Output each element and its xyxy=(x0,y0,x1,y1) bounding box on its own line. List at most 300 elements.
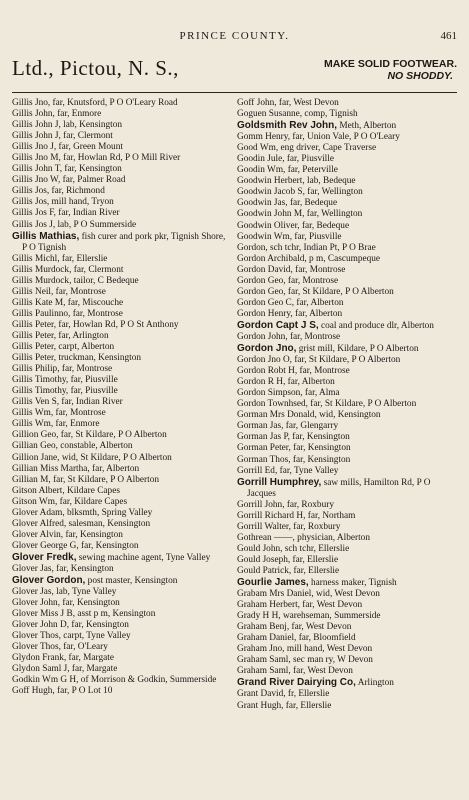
directory-entry xyxy=(12,631,232,642)
directory-entry xyxy=(12,675,232,686)
directory-entry xyxy=(237,677,457,689)
entry-details: far, Piusville xyxy=(284,154,334,165)
directory-entry xyxy=(12,386,232,397)
entry-details: far, O'Leary xyxy=(60,642,108,653)
entry-name: Goodwin Oliver, xyxy=(237,220,300,231)
entry-details: far, Piusville xyxy=(68,375,118,386)
entry-details: carpt, Alberton xyxy=(56,342,115,353)
entry-details: far, Green Mount xyxy=(56,142,123,153)
directory-entry xyxy=(237,377,457,388)
directory-entry xyxy=(12,486,232,497)
entry-name: Gordon Jno, xyxy=(237,343,297,355)
directory-entry xyxy=(237,511,457,522)
directory-entry xyxy=(237,120,457,132)
entry-details: far, Howlan Rd, P O Mill River xyxy=(60,153,181,164)
directory-entry xyxy=(237,243,457,254)
directory-entry xyxy=(12,164,232,175)
directory-entry xyxy=(237,577,457,589)
entry-name: Gorman Jas P, xyxy=(237,432,290,443)
entry-details: of Morrison & Godkin, Summerside xyxy=(78,675,217,686)
entry-name: Gillis Wm, xyxy=(12,419,54,430)
entry-details: far, Clermont xyxy=(60,131,113,142)
page-title: PRINCE COUNTY. xyxy=(179,30,290,42)
entry-name: Gorrill Humphrey, xyxy=(237,476,322,488)
entry-name: Glover Alfred, xyxy=(12,518,67,529)
entry-details: fish curer and pork pkr, Tignish Shore, P O Tignish xyxy=(22,231,226,253)
directory-entry xyxy=(237,132,457,143)
directory-entry xyxy=(237,320,457,332)
entry-name: Graham Saml, xyxy=(237,655,291,666)
directory-entry xyxy=(12,98,232,109)
entry-details: far, Montrose xyxy=(59,364,113,375)
directory-entry xyxy=(12,564,232,575)
entry-details: far, Richmond xyxy=(49,186,105,197)
directory-entry xyxy=(237,187,457,198)
directory-entry xyxy=(237,666,457,677)
directory-entry xyxy=(237,566,457,577)
directory-entry xyxy=(12,653,232,664)
header-rule xyxy=(12,92,457,93)
entry-name: Gillis Jos, xyxy=(12,197,50,208)
entry-details: sewing machine agent, Tyne Valley xyxy=(76,552,211,563)
entry-name: Gorman Thos, xyxy=(237,454,291,465)
directory-entry xyxy=(237,622,457,633)
banner-slogan xyxy=(324,58,457,82)
entry-details: far, Ellerslie xyxy=(291,565,340,576)
entry-details: warehseman, Summerside xyxy=(280,611,381,622)
entry-name: Gorrill Richard H, xyxy=(237,510,306,521)
directory-entry xyxy=(237,176,457,187)
entry-name: Glover George G, xyxy=(12,540,79,551)
directory-entry xyxy=(237,265,457,276)
entry-details: eng driver, Cape Traverse xyxy=(278,143,377,154)
entry-name: Gordon R H, xyxy=(237,377,286,388)
banner-slogan-line2: NO SHODDY. xyxy=(387,70,453,82)
entry-details: far, Bloomfield xyxy=(296,633,356,644)
entry-details: wid, West Devon xyxy=(313,589,380,600)
entry-name: Goff John, xyxy=(237,98,277,108)
directory-entry xyxy=(12,475,232,486)
entry-name: Glover Alvin, xyxy=(12,529,64,540)
entry-name: Glydon Frank, xyxy=(12,653,67,664)
entry-details: far, Indian River xyxy=(59,397,123,408)
directory-entry xyxy=(12,175,232,186)
entry-details: far, Margate xyxy=(66,653,114,664)
entry-details: far, Alma xyxy=(302,388,340,399)
directory-entry xyxy=(12,552,232,564)
entry-details: far, Northam xyxy=(305,510,356,521)
entry-name: Gillis Murdock, xyxy=(12,264,72,275)
entry-name: Glover Jas, xyxy=(12,587,54,598)
entry-details: far, Kensington xyxy=(289,432,350,443)
entry-details: lab, Tyne Valley xyxy=(53,587,117,598)
entry-name: Gillis Ven S, xyxy=(12,397,60,408)
directory-entry xyxy=(12,497,232,508)
entry-name: Grant David, xyxy=(237,689,286,700)
entry-name: Gillion Jane, xyxy=(12,452,60,463)
entry-details: far, Enmore xyxy=(54,109,102,120)
directory-entry xyxy=(12,587,232,598)
entry-name: Gordon Townhsed, xyxy=(237,399,308,410)
entry-name: Goldsmith Rev John, xyxy=(237,120,338,132)
entry-details: far, Palmer Road xyxy=(60,175,126,186)
banner-slogan-line1: MAKE SOLID FOOTWEAR. xyxy=(324,58,457,70)
directory-entry xyxy=(12,208,232,219)
directory-entry xyxy=(12,186,232,197)
directory-entry xyxy=(12,430,232,441)
banner-company-line: Ltd., Pictou, N. S., xyxy=(12,56,179,80)
directory-entry xyxy=(237,432,457,443)
entry-details: truckman, Kensington xyxy=(56,353,141,364)
entry-name: Gillis Peter, xyxy=(12,319,57,330)
entry-details: Arlington xyxy=(355,678,394,689)
directory-entry xyxy=(12,298,232,309)
entry-name: Gomm Henry, xyxy=(237,132,291,143)
entry-details: far, Bedeque xyxy=(287,198,338,209)
entry-name: Gould Joseph, xyxy=(237,554,291,565)
entry-details: saw mills, Hamilton Rd, P O Jacques xyxy=(247,477,431,499)
entry-details: blksmth, Spring Valley xyxy=(64,507,153,518)
directory-entry xyxy=(12,609,232,620)
entry-name: Goguen Susanne, xyxy=(237,109,303,120)
entry-name: Glover John, xyxy=(12,598,61,609)
directory-entry xyxy=(237,366,457,377)
directory-entry xyxy=(12,441,232,452)
entry-details: far, Miscouche xyxy=(65,297,124,308)
directory-entry xyxy=(12,309,232,320)
directory-entry xyxy=(12,254,232,265)
entry-name: Gothrean ——, xyxy=(237,532,295,543)
directory-entry xyxy=(237,533,457,544)
entry-details: post master, Kensington xyxy=(85,576,178,587)
directory-entry xyxy=(237,287,457,298)
entry-details: far, Piusville xyxy=(292,231,342,242)
entry-name: Glover John D, xyxy=(12,620,70,631)
entry-name: Gillian M, xyxy=(12,474,51,485)
directory-entry xyxy=(12,508,232,519)
entry-name: Gordon Geo C, xyxy=(237,297,295,308)
directory-entry xyxy=(237,477,457,500)
directory-entry xyxy=(12,131,232,142)
directory-entry xyxy=(12,575,232,587)
entry-name: Gillis Jno M, xyxy=(12,153,61,164)
entry-name: Gorrill Ed, xyxy=(237,465,278,476)
entry-details: far, Kensington xyxy=(60,598,120,609)
entry-name: Gordon David, xyxy=(237,264,293,275)
entry-name: Glover Jas, xyxy=(12,563,54,574)
entry-details: far, St Kildare, P O Alberton xyxy=(292,355,401,366)
entry-details: far, Howlan Rd, P O St Anthony xyxy=(56,319,179,330)
entry-details: lab, Kensington xyxy=(60,120,123,131)
entry-details: far, Montrose xyxy=(53,286,106,297)
directory-entry xyxy=(12,153,232,164)
entry-name: Gillian Miss Martha, xyxy=(12,463,90,474)
directory-entry xyxy=(12,519,232,530)
entry-name: Grant Hugh, xyxy=(237,700,284,711)
directory-columns xyxy=(12,98,457,798)
entry-details: fr, Ellerslie xyxy=(285,689,330,700)
entry-details: far, St Kildare, P O Alberton xyxy=(58,430,167,441)
entry-name: Gordon Archibald, xyxy=(237,253,307,264)
directory-entry xyxy=(237,455,457,466)
entry-details: far, Glengarry xyxy=(283,421,339,432)
entry-name: Gordon Geo, xyxy=(237,286,286,297)
entry-name: Gordon, xyxy=(237,242,268,253)
directory-entry xyxy=(237,399,457,410)
entry-details: far, Montrose xyxy=(285,275,339,286)
entry-details: far, Alberton xyxy=(285,377,335,388)
right-column xyxy=(237,98,457,712)
directory-entry xyxy=(237,644,457,655)
entry-details: mill hand, West Devon xyxy=(284,644,373,655)
entry-details: far, St Kildare, P O Alberton xyxy=(285,286,394,297)
entry-details: far, Ellerslie xyxy=(283,700,332,711)
entry-details: far, Enmore xyxy=(53,419,100,430)
entry-name: Gillis Paulinno, xyxy=(12,308,71,319)
entry-name: Goodin Wm, xyxy=(237,165,286,176)
entry-name: Gorrill John, xyxy=(237,499,285,510)
directory-entry xyxy=(12,353,232,364)
entry-details: far, Kensington xyxy=(63,529,123,540)
directory-entry xyxy=(237,298,457,309)
entry-name: Graham Saml, xyxy=(237,666,291,677)
entry-details: far, Kildare Capes xyxy=(57,496,128,507)
entry-name: Gorman Mrs Donald, xyxy=(237,410,317,421)
entry-details: sch tchr, Ellerslie xyxy=(282,543,350,554)
entry-name: Godkin Wm G H, xyxy=(12,675,79,686)
entry-name: Gillis Timothy, xyxy=(12,386,69,397)
entry-name: Goodwin John M, xyxy=(237,209,305,220)
entry-name: Goff Hugh, xyxy=(12,686,55,697)
page-number: 461 xyxy=(440,30,457,42)
directory-entry xyxy=(12,686,232,697)
directory-entry xyxy=(237,221,457,232)
entry-details: far, P O Lot 10 xyxy=(54,686,113,697)
entry-name: Gordon Henry, xyxy=(237,308,293,319)
entry-name: Glover Fredk, xyxy=(12,551,77,563)
entry-details: sch tchr, Indian Pt, P O Brae xyxy=(267,242,376,253)
entry-details: far, Montrose xyxy=(292,264,346,275)
directory-entry xyxy=(237,98,457,109)
entry-name: Goodwin Jas, xyxy=(237,198,288,209)
entry-details: far, West Devon xyxy=(299,600,363,611)
entry-details: physician, Alberton xyxy=(294,532,370,543)
directory-entry xyxy=(12,664,232,675)
directory-entry xyxy=(12,408,232,419)
directory-entry xyxy=(12,231,232,254)
entry-details: far, Ellerslie xyxy=(59,253,108,264)
entry-details: coal and produce dlr, Alberton xyxy=(318,320,434,331)
directory-entry xyxy=(237,589,457,600)
directory-entry xyxy=(12,142,232,153)
entry-details: far, Tyne Valley xyxy=(277,465,339,476)
entry-name: Grand River Dairying Co, xyxy=(237,677,356,689)
entry-name: Goodin Jule, xyxy=(237,154,285,165)
entry-name: Glover Gordon, xyxy=(12,575,86,587)
directory-entry xyxy=(237,309,457,320)
entry-name: Gillis John J, xyxy=(12,131,61,142)
directory-entry xyxy=(237,209,457,220)
directory-entry xyxy=(12,120,232,131)
entry-name: Glover Thos, xyxy=(12,642,61,653)
directory-entry xyxy=(12,541,232,552)
entry-details: harness maker, Tignish xyxy=(308,578,397,589)
directory-entry xyxy=(237,388,457,399)
entry-name: Gillis Jos J, xyxy=(12,219,56,230)
entry-name: Gitson Albert, xyxy=(12,485,65,496)
entry-name: Gordon Geo, xyxy=(237,275,286,286)
entry-name: Glover Adam, xyxy=(12,507,65,518)
directory-entry xyxy=(237,232,457,243)
entry-details: wid, St Kildare, P O Alberton xyxy=(59,452,172,463)
directory-entry xyxy=(237,443,457,454)
entry-name: Gillis Peter, xyxy=(12,330,57,341)
entry-details: salesman, Kensington xyxy=(66,518,151,529)
entry-details: mill hand, Tryon xyxy=(49,197,114,208)
directory-entry xyxy=(12,464,232,475)
entry-name: Graham Herbert, xyxy=(237,600,300,611)
entry-details: far, Montrose xyxy=(287,331,341,342)
entry-details: far, Piusville xyxy=(68,386,118,397)
entry-details: far, Indian River xyxy=(55,208,120,219)
entry-name: Gillis Mathias, xyxy=(12,230,80,242)
entry-name: Gillis Peter, xyxy=(12,353,57,364)
directory-entry xyxy=(12,220,232,231)
directory-entry xyxy=(12,397,232,408)
entry-name: Glover Miss J B, xyxy=(12,609,76,620)
entry-details: lab, P O Summerside xyxy=(55,219,137,230)
directory-entry xyxy=(237,332,457,343)
directory-entry xyxy=(237,633,457,644)
entry-details: far, Clermont xyxy=(71,264,124,275)
entry-details: asst p m, Kensington xyxy=(75,609,156,620)
entry-name: Gordon Simpson, xyxy=(237,388,303,399)
entry-details: far, Arlington xyxy=(56,330,109,341)
directory-entry xyxy=(237,555,457,566)
entry-name: Glover Thos, xyxy=(12,631,61,642)
entry-name: Gorrill Walter, xyxy=(237,521,291,532)
entry-details: far, Montrose xyxy=(53,408,106,419)
entry-details: far, Roxbury xyxy=(290,521,341,532)
entry-name: Gillis Murdock, xyxy=(12,275,72,286)
entry-name: Gillis John J, xyxy=(12,120,61,131)
directory-entry xyxy=(237,522,457,533)
entry-name: Good Wm, xyxy=(237,143,279,154)
entry-name: Gillis Kate M, xyxy=(12,297,66,308)
directory-entry xyxy=(237,355,457,366)
entry-details: far, Wellington xyxy=(304,209,363,220)
directory-entry xyxy=(12,530,232,541)
entry-name: Gillis Neil, xyxy=(12,286,54,297)
entry-details: far, Alberton xyxy=(89,463,140,474)
directory-entry xyxy=(237,421,457,432)
entry-details: far, Kensington xyxy=(69,620,129,631)
directory-entry xyxy=(237,165,457,176)
entry-details: far, Bedeque xyxy=(299,220,350,231)
directory-entry xyxy=(237,410,457,421)
entry-name: Gillion Geo, xyxy=(12,430,59,441)
directory-entry xyxy=(12,331,232,342)
entry-details: far, Roxbury xyxy=(284,499,334,510)
entry-details: wid, Kensington xyxy=(316,410,381,421)
entry-details: far, Union Vale, P O O'Leary xyxy=(290,132,400,143)
entry-name: Goodwin Herbert, xyxy=(237,176,305,187)
entry-details: carpt, Tyne Valley xyxy=(60,631,131,642)
entry-name: Graham Jno, xyxy=(237,644,285,655)
entry-name: Gillis Philip, xyxy=(12,364,60,375)
entry-name: Gillis Jos F, xyxy=(12,208,56,219)
entry-details: far, West Devon xyxy=(290,666,353,677)
directory-entry xyxy=(12,598,232,609)
entry-details: far, Ellerslie xyxy=(290,554,339,565)
running-header xyxy=(0,30,469,44)
left-column xyxy=(12,98,232,698)
directory-entry xyxy=(12,320,232,331)
entry-name: Gourlie James, xyxy=(237,577,309,589)
entry-name: Gillis Wm, xyxy=(12,408,54,419)
entry-details: Meth, Alberton xyxy=(337,121,397,132)
directory-entry xyxy=(237,466,457,477)
directory-entry xyxy=(12,453,232,464)
entry-details: far, Alberton xyxy=(294,297,344,308)
entry-details: far, Wellington xyxy=(304,187,363,198)
entry-details: far, Kensington xyxy=(53,563,114,574)
entry-name: Gordon Jno O, xyxy=(237,355,293,366)
directory-entry xyxy=(237,198,457,209)
entry-name: Gorman Jas, xyxy=(237,421,284,432)
entry-details: lab, Bedeque xyxy=(304,176,356,187)
entry-details: far, West Devon xyxy=(289,622,352,633)
entry-name: Gillis Jno J, xyxy=(12,142,57,153)
directory-entry xyxy=(237,276,457,287)
directory-entry xyxy=(12,109,232,120)
entry-details: far, Alberton xyxy=(292,308,343,319)
entry-name: Gillis Timothy, xyxy=(12,375,69,386)
directory-entry xyxy=(237,600,457,611)
entry-name: Gillis John, xyxy=(12,109,55,120)
entry-name: Gitson Wm, xyxy=(12,496,58,507)
entry-details: comp, Tignish xyxy=(302,109,358,120)
directory-entry xyxy=(237,611,457,622)
entry-details: sec man ry, W Devon xyxy=(290,655,373,666)
entry-details: far, Montrose xyxy=(297,366,350,377)
entry-details: far, Knutsford, P O O'Leary Road xyxy=(50,98,178,108)
directory-entry xyxy=(12,197,232,208)
entry-details: grist mill, Kildare, P O Alberton xyxy=(296,344,419,355)
entry-name: Gillis Peter, xyxy=(12,342,57,353)
entry-name: Gillis Jno W, xyxy=(12,175,61,186)
entry-name: Gordon John, xyxy=(237,331,288,342)
directory-entry xyxy=(237,544,457,555)
entry-name: Gillian Geo, xyxy=(12,441,58,452)
directory-entry xyxy=(237,689,457,700)
directory-entry xyxy=(12,419,232,430)
entry-details: far, West Devon xyxy=(276,98,339,108)
entry-details: p m, Cascumpeque xyxy=(306,253,381,264)
directory-entry xyxy=(12,276,232,287)
entry-name: Gould Patrick, xyxy=(237,565,292,576)
entry-name: Gillis Jos, xyxy=(12,186,50,197)
directory-entry xyxy=(237,655,457,666)
directory-entry xyxy=(12,364,232,375)
directory-entry xyxy=(12,642,232,653)
entry-name: Graham Daniel, xyxy=(237,633,297,644)
directory-entry xyxy=(237,154,457,165)
entry-name: Graham Benj, xyxy=(237,622,290,633)
directory-entry xyxy=(237,701,457,712)
entry-details: far, Margate xyxy=(69,664,118,675)
entry-details: far, Kensington xyxy=(78,540,139,551)
